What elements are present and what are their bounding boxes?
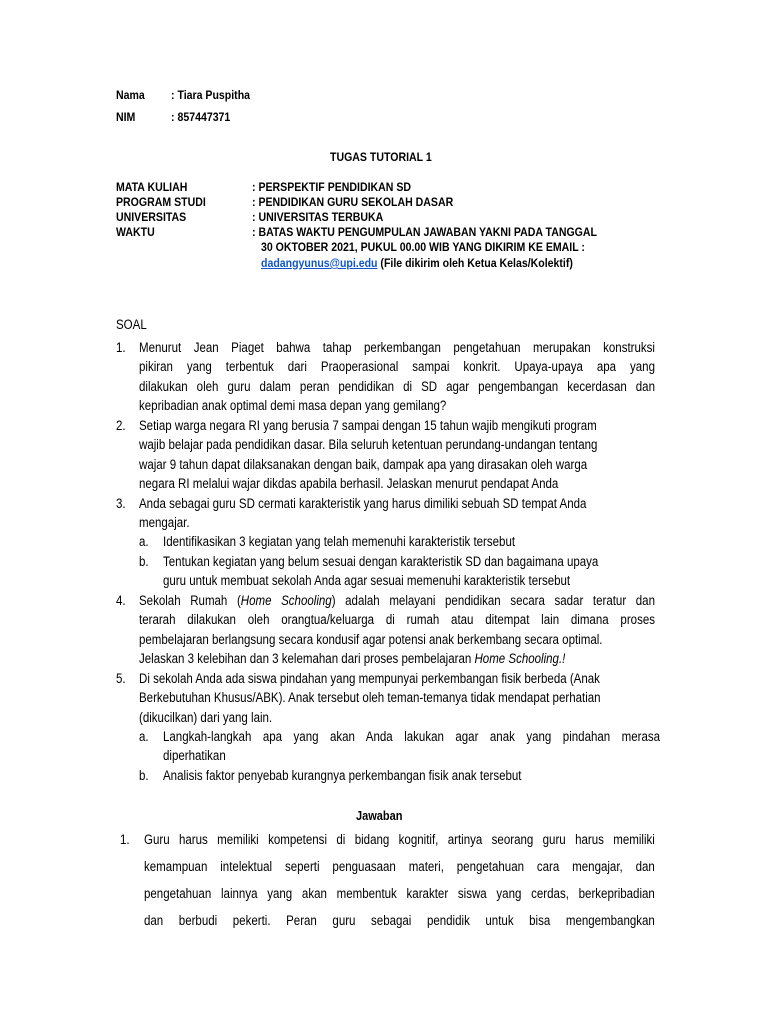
jawaban-heading: Jawaban [356,809,403,823]
waktu-line-2: 30 OKTOBER 2021, PUKUL 00.00 WIB YANG DIKIRIM KE EMAIL : [261,240,585,254]
answer-1-line-2: kemampuan intelektual seperti penguasaan materi, pengetahuan cara mengajar, dan [144,859,655,874]
question-5-line-2: Berkebutuhan Khusus/ABK). Anak tersebut oleh teman-temanya tidak mendapat perhatian [139,690,601,705]
universitas-label: UNIVERSITAS [116,210,187,224]
question-1-line-3: dilakukan oleh guru dalam peran pendidikan di SD agar pengembangan kecerdasan dan [139,379,655,394]
question-5-line-3: (dikucilkan) dari yang lain. [139,710,273,725]
program-studi-label: PROGRAM STUDI [116,195,206,209]
question-1-line-1: Menurut Jean Piaget bahwa tahap perkembangan pengetahuan merupakan konstruksi [139,340,655,355]
waktu-line-1: : BATAS WAKTU PENGUMPULAN JAWABAN YAKNI PADA TANGGAL [252,225,597,239]
mata-kuliah-label: MATA KULIAH [116,180,188,194]
question-3a-text: Identifikasikan 3 kegiatan yang telah memenuhi karakteristik tersebut [163,534,516,549]
email-link[interactable]: dadangyunus@upi.edu [261,256,378,270]
home-schooling-term-2: Home Schooling.! [474,651,566,666]
answer-1-line-1: Guru harus memiliki kompetensi di bidang kognitif, artinya seorang guru harus memiliki [144,832,655,847]
soal-heading: SOAL [116,317,147,332]
question-5b-label: b. [139,768,149,783]
question-5a-line-2: diperhatikan [163,748,226,763]
question-1-line-4: kepribadian anak optimal demi masa depan yang gemilang? [139,398,447,413]
name-value: : Tiara Puspitha [171,88,251,102]
question-3b-line-1: Tentukan kegiatan yang belum sesuai dengan karakteristik SD dan bagaimana upaya [163,554,599,569]
question-4-line-2: terarah dilakukan oleh orangtua/keluarga di rumah atau ditempat lain dimana proses [139,612,655,627]
question-4-line-3: pembelajaran berlangsung secara kondusif agar potensi anak berkembang secara optimal. [139,632,603,647]
question-2-line-2: wajib belajar pada pendidikan dasar. Bila seluruh ketentuan perundang-undangan tentang [139,437,598,452]
question-1-line-2: pikiran yang terbentuk dari Praoperasional sampai konkrit. Upaya-upaya apa yang [139,359,655,374]
question-5-number: 5. [116,671,126,686]
universitas-value: : UNIVERSITAS TERBUKA [252,210,384,224]
nim-label: NIM [116,110,136,124]
mata-kuliah-value: : PERSPEKTIF PENDIDIKAN SD [252,180,412,194]
answer-1-number: 1. [120,832,130,847]
question-2-line-3: wajar 9 tahun dapat dilaksanakan dengan baik, dampak apa yang dirasakan oleh warga [139,457,588,472]
question-1-number: 1. [116,340,126,355]
question-4-line-1: Sekolah Rumah (Home Schooling) adalah melayani pendidikan secara sadar teratur dan [139,593,655,608]
question-5-line-1: Di sekolah Anda ada siswa pindahan yang mempunyai perkembangan fisik berbeda (Anak [139,671,600,686]
question-5b-text: Analisis faktor penyebab kurangnya perkembangan fisik anak tersebut [163,768,522,783]
question-2-number: 2. [116,418,126,433]
home-schooling-term: Home Schooling [240,593,332,608]
question-3a-label: a. [139,534,149,549]
program-studi-value: : PENDIDIKAN GURU SEKOLAH DASAR [252,195,454,209]
question-3-line-1: Anda sebagai guru SD cermati karakteristik yang harus dimiliki sebuah SD tempat Anda [139,496,587,511]
question-3b-line-2: guru untuk membuat sekolah Anda agar sesuai memenuhi karakteristik tersebut [163,573,571,588]
answer-1-line-4: dan berbudi pekerti. Peran guru sebagai pendidik untuk bisa mengembangkan [144,913,655,928]
document-title: TUGAS TUTORIAL 1 [330,150,432,164]
waktu-line-3 [261,256,573,270]
waktu-line-3-suffix: (File dikirim oleh Ketua Kelas/Kolektif) [377,256,573,270]
question-2-line-1: Setiap warga negara RI yang berusia 7 sampai dengan 15 tahun wajib mengikuti program [139,418,597,433]
question-3b-label: b. [139,554,149,569]
question-5a-label: a. [139,729,149,744]
question-5a-line-1: Langkah-langkah apa yang akan Anda lakukan agar anak yang pindahan merasa [163,729,661,744]
question-4-number: 4. [116,593,126,608]
nim-value: : 857447371 [171,110,231,124]
question-3-number: 3. [116,496,126,511]
name-label: Nama [116,88,145,102]
answer-1-line-3: pengetahuan lainnya yang akan membentuk karakter siswa yang cerdas, berkepribadian [144,886,655,901]
question-3-line-2: mengajar. [139,515,190,530]
question-2-line-4: negara RI melalui wajar dikdas apabila berhasil. Jelaskan menurut pendapat Anda [139,476,559,491]
question-4-line-4: Jelaskan 3 kelebihan dan 3 kelemahan dari proses pembelajaran Home Schooling.! [139,651,566,666]
waktu-label: WAKTU [116,225,155,239]
